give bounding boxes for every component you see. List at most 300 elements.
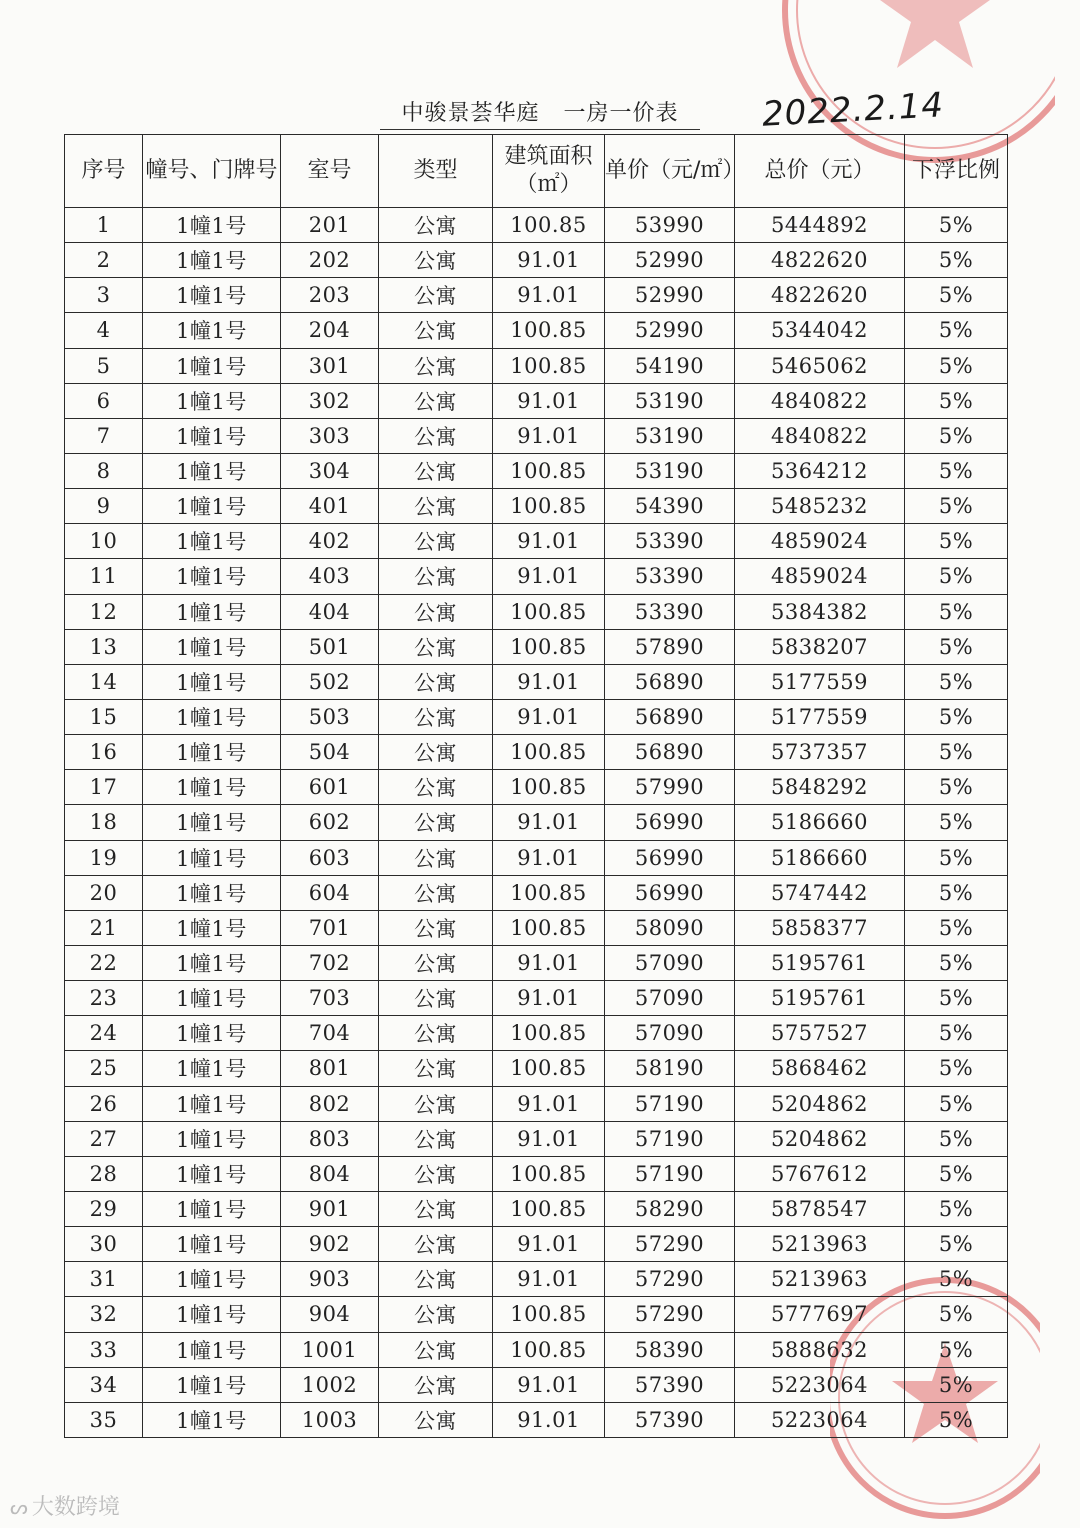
cell-area: 100.85 [493,453,605,488]
table-row [65,875,1008,910]
cell-area: 100.85 [493,313,605,348]
cell-room: 301 [281,348,379,383]
cell-unit-price: 53190 [605,383,735,418]
cell-index: 27 [65,1121,143,1156]
header-building: 幢号、门牌号 [143,135,281,208]
cell-discount: 5% [905,313,1008,348]
cell-index: 10 [65,524,143,559]
cell-discount: 5% [905,875,1008,910]
cell-unit-price: 57290 [605,1227,735,1262]
cell-building: 1幢1号 [143,313,281,348]
cell-room: 201 [281,208,379,243]
cell-type: 公寓 [379,1191,493,1226]
cell-building: 1幢1号 [143,348,281,383]
cell-unit-price: 58290 [605,1191,735,1226]
cell-room: 801 [281,1051,379,1086]
cell-index: 33 [65,1332,143,1367]
cell-unit-price: 57390 [605,1402,735,1437]
table-row [65,1191,1008,1226]
cell-type: 公寓 [379,559,493,594]
cell-unit-price: 57190 [605,1156,735,1191]
cell-index: 25 [65,1051,143,1086]
table-row [65,1051,1008,1086]
cell-area: 100.85 [493,348,605,383]
cell-index: 30 [65,1227,143,1262]
cell-building: 1幢1号 [143,208,281,243]
table-row [65,594,1008,629]
cell-index: 29 [65,1191,143,1226]
cell-area: 91.01 [493,699,605,734]
cell-type: 公寓 [379,1227,493,1262]
cell-area: 91.01 [493,559,605,594]
cell-index: 18 [65,805,143,840]
cell-room: 1001 [281,1332,379,1367]
cell-discount: 5% [905,805,1008,840]
header-unit-price: 单价（元/㎡） [605,135,735,208]
cell-type: 公寓 [379,348,493,383]
table-row [65,770,1008,805]
cell-discount: 5% [905,208,1008,243]
cell-total-price: 5213963 [735,1262,905,1297]
cell-total-price: 5195761 [735,981,905,1016]
cell-index: 9 [65,489,143,524]
header-area: 建筑面积（㎡） [493,135,605,208]
cell-total-price: 5364212 [735,453,905,488]
cell-total-price: 5838207 [735,629,905,664]
cell-total-price: 5485232 [735,489,905,524]
cell-total-price: 4822620 [735,278,905,313]
cell-discount: 5% [905,629,1008,664]
cell-building: 1幢1号 [143,770,281,805]
table-row [65,1297,1008,1332]
cell-discount: 5% [905,278,1008,313]
cell-type: 公寓 [379,770,493,805]
cell-type: 公寓 [379,1051,493,1086]
cell-area: 91.01 [493,524,605,559]
cell-type: 公寓 [379,699,493,734]
cell-area: 91.01 [493,1227,605,1262]
cell-discount: 5% [905,945,1008,980]
table-row [65,383,1008,418]
cell-discount: 5% [905,524,1008,559]
cell-area: 91.01 [493,243,605,278]
cell-discount: 5% [905,664,1008,699]
cell-area: 100.85 [493,1156,605,1191]
cell-unit-price: 54190 [605,348,735,383]
cell-unit-price: 53390 [605,524,735,559]
cell-type: 公寓 [379,489,493,524]
cell-type: 公寓 [379,418,493,453]
price-table [64,134,1008,1438]
cell-room: 901 [281,1191,379,1226]
cell-room: 402 [281,524,379,559]
cell-area: 91.01 [493,840,605,875]
cell-room: 604 [281,875,379,910]
cell-type: 公寓 [379,1016,493,1051]
cell-unit-price: 56890 [605,664,735,699]
cell-total-price: 5384382 [735,594,905,629]
cell-unit-price: 57090 [605,945,735,980]
cell-discount: 5% [905,453,1008,488]
cell-total-price: 5344042 [735,313,905,348]
cell-index: 6 [65,383,143,418]
table-row [65,981,1008,1016]
table-row [65,489,1008,524]
cell-total-price: 5177559 [735,664,905,699]
cell-unit-price: 53190 [605,418,735,453]
cell-index: 12 [65,594,143,629]
cell-discount: 5% [905,735,1008,770]
cell-unit-price: 58190 [605,1051,735,1086]
cell-room: 1002 [281,1367,379,1402]
cell-area: 100.85 [493,629,605,664]
cell-discount: 5% [905,1156,1008,1191]
cell-total-price: 4859024 [735,524,905,559]
cell-room: 303 [281,418,379,453]
cell-type: 公寓 [379,1332,493,1367]
cell-building: 1幢1号 [143,981,281,1016]
cell-area: 91.01 [493,1086,605,1121]
cell-type: 公寓 [379,805,493,840]
table-row [65,664,1008,699]
cell-building: 1幢1号 [143,383,281,418]
cell-room: 902 [281,1227,379,1262]
cell-unit-price: 53190 [605,453,735,488]
cell-index: 15 [65,699,143,734]
cell-type: 公寓 [379,664,493,699]
table-row [65,313,1008,348]
table-row [65,1332,1008,1367]
cell-index: 11 [65,559,143,594]
cell-index: 2 [65,243,143,278]
cell-discount: 5% [905,1332,1008,1367]
table-row [65,840,1008,875]
cell-unit-price: 53990 [605,208,735,243]
cell-discount: 5% [905,1016,1008,1051]
cell-room: 702 [281,945,379,980]
cell-type: 公寓 [379,208,493,243]
cell-discount: 5% [905,1297,1008,1332]
cell-type: 公寓 [379,1367,493,1402]
table-row [65,735,1008,770]
table-header-row [65,135,1008,208]
cell-unit-price: 56990 [605,840,735,875]
cell-building: 1幢1号 [143,910,281,945]
cell-unit-price: 57890 [605,629,735,664]
cell-type: 公寓 [379,313,493,348]
table-row [65,699,1008,734]
cell-area: 100.85 [493,594,605,629]
cell-discount: 5% [905,770,1008,805]
handwritten-date: 2022.2.14 [761,85,945,135]
cell-discount: 5% [905,1086,1008,1121]
cell-total-price: 5213963 [735,1227,905,1262]
cell-discount: 5% [905,1367,1008,1402]
cell-type: 公寓 [379,945,493,980]
cell-total-price: 5757527 [735,1016,905,1051]
cell-discount: 5% [905,981,1008,1016]
title-project: 中骏景荟华庭 [401,101,540,126]
cell-area: 91.01 [493,1262,605,1297]
cell-room: 204 [281,313,379,348]
cell-index: 3 [65,278,143,313]
cell-building: 1幢1号 [143,1332,281,1367]
cell-discount: 5% [905,348,1008,383]
cell-room: 401 [281,489,379,524]
cell-index: 22 [65,945,143,980]
header-room: 室号 [281,135,379,208]
cell-unit-price: 53390 [605,594,735,629]
cell-index: 17 [65,770,143,805]
table-row [65,910,1008,945]
cell-type: 公寓 [379,1156,493,1191]
cell-total-price: 5223064 [735,1367,905,1402]
cell-building: 1幢1号 [143,524,281,559]
cell-type: 公寓 [379,453,493,488]
cell-room: 302 [281,383,379,418]
cell-total-price: 5848292 [735,770,905,805]
table-row [65,348,1008,383]
cell-area: 100.85 [493,770,605,805]
cell-type: 公寓 [379,981,493,1016]
watermark-text: 大数跨境 [31,1495,120,1520]
cell-area: 91.01 [493,418,605,453]
cell-area: 100.85 [493,1016,605,1051]
cell-total-price: 4840822 [735,418,905,453]
cell-room: 602 [281,805,379,840]
cell-type: 公寓 [379,840,493,875]
cell-discount: 5% [905,910,1008,945]
cell-unit-price: 57290 [605,1262,735,1297]
cell-type: 公寓 [379,278,493,313]
cell-unit-price: 57190 [605,1121,735,1156]
cell-total-price: 5777697 [735,1297,905,1332]
cell-room: 502 [281,664,379,699]
cell-total-price: 5858377 [735,910,905,945]
cell-index: 7 [65,418,143,453]
cell-building: 1幢1号 [143,278,281,313]
cell-building: 1幢1号 [143,875,281,910]
cell-index: 21 [65,910,143,945]
cell-index: 5 [65,348,143,383]
cell-room: 804 [281,1156,379,1191]
cell-index: 26 [65,1086,143,1121]
cell-area: 91.01 [493,805,605,840]
cell-total-price: 5186660 [735,840,905,875]
title-suffix: 一房一价表 [563,101,679,126]
cell-building: 1幢1号 [143,945,281,980]
cell-unit-price: 56990 [605,875,735,910]
table-row [65,1156,1008,1191]
cell-type: 公寓 [379,524,493,559]
cell-building: 1幢1号 [143,453,281,488]
table-row [65,243,1008,278]
cell-unit-price: 58390 [605,1332,735,1367]
cell-area: 91.01 [493,945,605,980]
cell-unit-price: 57990 [605,770,735,805]
cell-discount: 5% [905,1402,1008,1437]
cell-unit-price: 57090 [605,1016,735,1051]
cell-room: 304 [281,453,379,488]
cell-total-price: 5747442 [735,875,905,910]
cell-index: 23 [65,981,143,1016]
cell-room: 903 [281,1262,379,1297]
cell-area: 100.85 [493,1332,605,1367]
cell-type: 公寓 [379,629,493,664]
cell-area: 100.85 [493,1051,605,1086]
cell-room: 404 [281,594,379,629]
cell-unit-price: 57390 [605,1367,735,1402]
table-row [65,1402,1008,1437]
cell-total-price: 5465062 [735,348,905,383]
cell-type: 公寓 [379,1086,493,1121]
cell-discount: 5% [905,1191,1008,1226]
cell-type: 公寓 [379,1262,493,1297]
cell-discount: 5% [905,418,1008,453]
cell-building: 1幢1号 [143,559,281,594]
cell-total-price: 5878547 [735,1191,905,1226]
cell-area: 100.85 [493,1297,605,1332]
cell-area: 91.01 [493,383,605,418]
cell-room: 203 [281,278,379,313]
table-row [65,1262,1008,1297]
cell-unit-price: 57190 [605,1086,735,1121]
cell-discount: 5% [905,559,1008,594]
watermark [10,1490,120,1521]
cell-unit-price: 56890 [605,735,735,770]
cell-area: 100.85 [493,875,605,910]
cell-room: 704 [281,1016,379,1051]
cell-building: 1幢1号 [143,629,281,664]
cell-type: 公寓 [379,594,493,629]
cell-building: 1幢1号 [143,1367,281,1402]
cell-building: 1幢1号 [143,840,281,875]
cell-building: 1幢1号 [143,594,281,629]
cell-type: 公寓 [379,1121,493,1156]
cell-index: 14 [65,664,143,699]
cell-discount: 5% [905,840,1008,875]
header-type: 类型 [379,135,493,208]
cell-unit-price: 57290 [605,1297,735,1332]
cell-area: 91.01 [493,981,605,1016]
cell-index: 1 [65,208,143,243]
cell-discount: 5% [905,1121,1008,1156]
table-row [65,805,1008,840]
cell-building: 1幢1号 [143,1297,281,1332]
cell-total-price: 5195761 [735,945,905,980]
header-discount: 下浮比例 [905,135,1008,208]
cell-room: 403 [281,559,379,594]
cell-type: 公寓 [379,383,493,418]
cell-building: 1幢1号 [143,1121,281,1156]
cell-index: 16 [65,735,143,770]
cell-room: 1003 [281,1402,379,1437]
cell-index: 13 [65,629,143,664]
cell-building: 1幢1号 [143,1262,281,1297]
cell-building: 1幢1号 [143,1016,281,1051]
cell-unit-price: 58090 [605,910,735,945]
cell-building: 1幢1号 [143,489,281,524]
cell-index: 31 [65,1262,143,1297]
cell-discount: 5% [905,1051,1008,1086]
cell-building: 1幢1号 [143,805,281,840]
table-row [65,1367,1008,1402]
table-row [65,1121,1008,1156]
cell-total-price: 5204862 [735,1086,905,1121]
cell-unit-price: 56890 [605,699,735,734]
cell-area: 100.85 [493,910,605,945]
cell-room: 603 [281,840,379,875]
table-row [65,1016,1008,1051]
cell-index: 19 [65,840,143,875]
cell-unit-price: 54390 [605,489,735,524]
cell-building: 1幢1号 [143,699,281,734]
cell-unit-price: 52990 [605,243,735,278]
cell-room: 601 [281,770,379,805]
cell-room: 503 [281,699,379,734]
cell-room: 803 [281,1121,379,1156]
cell-discount: 5% [905,1262,1008,1297]
cell-area: 100.85 [493,208,605,243]
cell-index: 20 [65,875,143,910]
cell-area: 100.85 [493,489,605,524]
table-row [65,524,1008,559]
cell-total-price: 5444892 [735,208,905,243]
cell-building: 1幢1号 [143,1191,281,1226]
cell-room: 904 [281,1297,379,1332]
cell-unit-price: 52990 [605,278,735,313]
cell-total-price: 5186660 [735,805,905,840]
table-row [65,453,1008,488]
cell-discount: 5% [905,699,1008,734]
cell-area: 91.01 [493,278,605,313]
header-index: 序号 [65,135,143,208]
cell-total-price: 5204862 [735,1121,905,1156]
cell-building: 1幢1号 [143,1227,281,1262]
cell-type: 公寓 [379,1297,493,1332]
cell-building: 1幢1号 [143,1086,281,1121]
cell-type: 公寓 [379,1402,493,1437]
cell-index: 32 [65,1297,143,1332]
cell-discount: 5% [905,1227,1008,1262]
cell-type: 公寓 [379,875,493,910]
cell-total-price: 4859024 [735,559,905,594]
cell-total-price: 5868462 [735,1051,905,1086]
cell-room: 501 [281,629,379,664]
table-row [65,418,1008,453]
cell-total-price: 4840822 [735,383,905,418]
cell-total-price: 5177559 [735,699,905,734]
cell-unit-price: 56990 [605,805,735,840]
cell-building: 1幢1号 [143,1156,281,1191]
cell-area: 100.85 [493,1191,605,1226]
weibo-style-icon: ᔕ [10,1495,28,1519]
cell-unit-price: 57090 [605,981,735,1016]
cell-discount: 5% [905,243,1008,278]
cell-building: 1幢1号 [143,1402,281,1437]
table-row [65,629,1008,664]
document-title [380,96,700,130]
cell-total-price: 4822620 [735,243,905,278]
table-row [65,1086,1008,1121]
cell-room: 504 [281,735,379,770]
cell-discount: 5% [905,594,1008,629]
cell-discount: 5% [905,383,1008,418]
cell-building: 1幢1号 [143,418,281,453]
cell-area: 91.01 [493,1402,605,1437]
cell-unit-price: 53390 [605,559,735,594]
cell-area: 91.01 [493,1121,605,1156]
